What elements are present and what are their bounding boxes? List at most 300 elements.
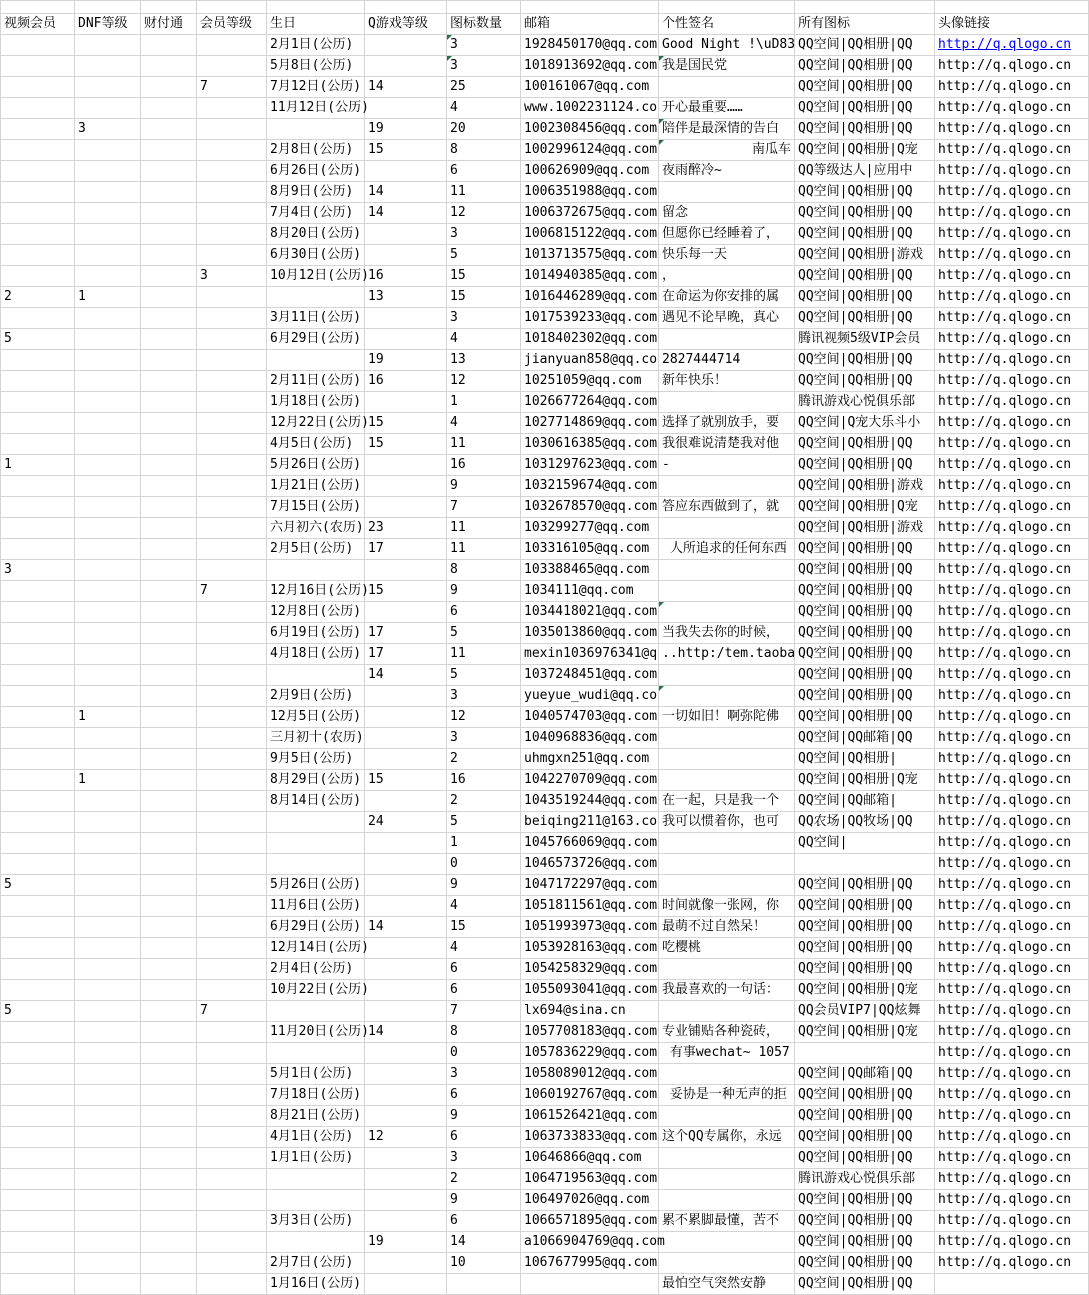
dnf-level-cell[interactable]	[75, 56, 141, 77]
birthday-cell[interactable]: 5月1日(公历)	[267, 1064, 365, 1085]
qgame-level-cell[interactable]	[365, 224, 447, 245]
email-cell[interactable]: a1066904769@qq.com	[521, 1232, 659, 1253]
qgame-level-cell[interactable]: 15	[365, 140, 447, 161]
tenpay-cell[interactable]	[141, 1190, 197, 1211]
qgame-level-cell[interactable]: 14	[365, 917, 447, 938]
signature-cell[interactable]: 在命运为你安排的属	[659, 287, 795, 308]
icon-count-cell[interactable]: 16	[447, 770, 521, 791]
avatar-link-cell[interactable]: http://q.qlogo.cn	[935, 350, 1089, 371]
icon-count-cell[interactable]: 9	[447, 476, 521, 497]
video-vip-cell[interactable]	[1, 119, 75, 140]
signature-cell[interactable]: 选择了就别放手，要	[659, 413, 795, 434]
icon-count-cell[interactable]: 11	[447, 539, 521, 560]
signature-cell[interactable]	[659, 476, 795, 497]
avatar-link-cell[interactable]	[935, 1274, 1089, 1295]
signature-cell[interactable]: 时间就像一张网，你	[659, 896, 795, 917]
column-header-vip-level[interactable]: 会员等级	[197, 14, 267, 35]
qgame-level-cell[interactable]	[365, 728, 447, 749]
all-icons-cell[interactable]: QQ空间|QQ相册|QQ	[795, 623, 935, 644]
video-vip-cell[interactable]	[1, 140, 75, 161]
dnf-level-cell[interactable]	[75, 476, 141, 497]
video-vip-cell[interactable]	[1, 1190, 75, 1211]
avatar-link-cell[interactable]: http://q.qlogo.cn	[935, 1001, 1089, 1022]
icon-count-cell[interactable]: 2	[447, 791, 521, 812]
avatar-link-cell[interactable]: http://q.qlogo.cn	[935, 560, 1089, 581]
vip-level-cell[interactable]	[197, 1211, 267, 1232]
video-vip-cell[interactable]	[1, 497, 75, 518]
qgame-level-cell[interactable]: 15	[365, 770, 447, 791]
tenpay-cell[interactable]	[141, 182, 197, 203]
vip-level-cell[interactable]	[197, 560, 267, 581]
tenpay-cell[interactable]	[141, 224, 197, 245]
qgame-level-cell[interactable]	[365, 308, 447, 329]
email-cell[interactable]: 1037248451@qq.com	[521, 665, 659, 686]
signature-cell[interactable]	[659, 833, 795, 854]
vip-level-cell[interactable]	[197, 1085, 267, 1106]
qgame-level-cell[interactable]	[365, 1253, 447, 1274]
dnf-level-cell[interactable]	[75, 329, 141, 350]
signature-cell[interactable]: 在一起，只是我一个	[659, 791, 795, 812]
dnf-level-cell[interactable]	[75, 266, 141, 287]
icon-count-cell[interactable]: 1	[447, 392, 521, 413]
vip-level-cell[interactable]	[197, 245, 267, 266]
tenpay-cell[interactable]	[141, 1022, 197, 1043]
email-cell[interactable]: 10251059@qq.com	[521, 371, 659, 392]
qgame-level-cell[interactable]	[365, 98, 447, 119]
video-vip-cell[interactable]	[1, 1064, 75, 1085]
tenpay-cell[interactable]	[141, 1106, 197, 1127]
video-vip-cell[interactable]	[1, 413, 75, 434]
icon-count-cell[interactable]: 11	[447, 434, 521, 455]
icon-count-cell[interactable]: 4	[447, 413, 521, 434]
all-icons-cell[interactable]: QQ农场|QQ牧场|QQ	[795, 812, 935, 833]
video-vip-cell[interactable]	[1, 1085, 75, 1106]
dnf-level-cell[interactable]	[75, 1253, 141, 1274]
email-cell[interactable]: 1006372675@qq.com	[521, 203, 659, 224]
signature-cell[interactable]: 我是国民党	[659, 56, 795, 77]
vip-level-cell[interactable]	[197, 1106, 267, 1127]
email-cell[interactable]: 1051993973@qq.com	[521, 917, 659, 938]
birthday-cell[interactable]	[267, 350, 365, 371]
dnf-level-cell[interactable]	[75, 1148, 141, 1169]
birthday-cell[interactable]: 11月12日(公历)	[267, 98, 365, 119]
avatar-link-cell[interactable]: http://q.qlogo.cn	[935, 644, 1089, 665]
all-icons-cell[interactable]: QQ空间|QQ相册|QQ	[795, 1148, 935, 1169]
empty-cell[interactable]	[197, 1, 267, 14]
all-icons-cell[interactable]: QQ空间|Q宠大乐斗小	[795, 413, 935, 434]
vip-level-cell[interactable]	[197, 791, 267, 812]
email-cell[interactable]: 106497026@qq.com	[521, 1190, 659, 1211]
tenpay-cell[interactable]	[141, 1064, 197, 1085]
tenpay-cell[interactable]	[141, 1274, 197, 1295]
dnf-level-cell[interactable]	[75, 1232, 141, 1253]
all-icons-cell[interactable]: QQ空间|QQ相册|QQ	[795, 203, 935, 224]
qgame-level-cell[interactable]: 14	[365, 77, 447, 98]
avatar-link-cell[interactable]: http://q.qlogo.cn	[935, 1148, 1089, 1169]
tenpay-cell[interactable]	[141, 161, 197, 182]
video-vip-cell[interactable]	[1, 770, 75, 791]
qgame-level-cell[interactable]: 16	[365, 266, 447, 287]
empty-cell[interactable]	[1, 1, 75, 14]
email-cell[interactable]: 100626909@qq.com	[521, 161, 659, 182]
dnf-level-cell[interactable]	[75, 560, 141, 581]
signature-cell[interactable]	[659, 1106, 795, 1127]
birthday-cell[interactable]: 6月26日(公历)	[267, 161, 365, 182]
signature-cell[interactable]	[659, 1064, 795, 1085]
all-icons-cell[interactable]: QQ空间|QQ相册|游戏	[795, 518, 935, 539]
email-cell[interactable]: 1047172297@qq.com	[521, 875, 659, 896]
birthday-cell[interactable]: 5月26日(公历)	[267, 455, 365, 476]
dnf-level-cell[interactable]	[75, 539, 141, 560]
birthday-cell[interactable]	[267, 1169, 365, 1190]
tenpay-cell[interactable]	[141, 476, 197, 497]
vip-level-cell[interactable]	[197, 1064, 267, 1085]
icon-count-cell[interactable]: 7	[447, 1001, 521, 1022]
column-header-qgame-level[interactable]: Q游戏等级	[365, 14, 447, 35]
email-cell[interactable]: 1006815122@qq.com	[521, 224, 659, 245]
email-cell[interactable]: uhmgxn251@qq.com	[521, 749, 659, 770]
icon-count-cell[interactable]: 5	[447, 245, 521, 266]
signature-cell[interactable]	[659, 749, 795, 770]
video-vip-cell[interactable]	[1, 35, 75, 56]
dnf-level-cell[interactable]	[75, 1064, 141, 1085]
qgame-level-cell[interactable]: 13	[365, 287, 447, 308]
avatar-link-cell[interactable]: http://q.qlogo.cn	[935, 896, 1089, 917]
qgame-level-cell[interactable]: 15	[365, 413, 447, 434]
tenpay-cell[interactable]	[141, 833, 197, 854]
vip-level-cell[interactable]	[197, 203, 267, 224]
signature-cell[interactable]: ，	[659, 266, 795, 287]
signature-cell[interactable]	[659, 1190, 795, 1211]
column-header-all-icons[interactable]: 所有图标	[795, 14, 935, 35]
icon-count-cell[interactable]: 3	[447, 728, 521, 749]
avatar-link-cell[interactable]: http://q.qlogo.cn	[935, 770, 1089, 791]
vip-level-cell[interactable]	[197, 707, 267, 728]
icon-count-cell[interactable]: 4	[447, 896, 521, 917]
qgame-level-cell[interactable]: 19	[365, 119, 447, 140]
all-icons-cell[interactable]: QQ空间|QQ相册|QQ	[795, 602, 935, 623]
avatar-link-cell[interactable]: http://q.qlogo.cn	[935, 812, 1089, 833]
vip-level-cell[interactable]	[197, 35, 267, 56]
avatar-link-cell[interactable]: http://q.qlogo.cn	[935, 203, 1089, 224]
tenpay-cell[interactable]	[141, 350, 197, 371]
avatar-link-cell[interactable]: http://q.qlogo.cn	[935, 371, 1089, 392]
qgame-level-cell[interactable]: 24	[365, 812, 447, 833]
dnf-level-cell[interactable]	[75, 959, 141, 980]
signature-cell[interactable]	[659, 854, 795, 875]
icon-count-cell[interactable]: 11	[447, 518, 521, 539]
tenpay-cell[interactable]	[141, 392, 197, 413]
icon-count-cell[interactable]: 6	[447, 602, 521, 623]
email-cell[interactable]: 1030616385@qq.com	[521, 434, 659, 455]
birthday-cell[interactable]: 8月29日(公历)	[267, 770, 365, 791]
video-vip-cell[interactable]	[1, 1211, 75, 1232]
dnf-level-cell[interactable]	[75, 1001, 141, 1022]
birthday-cell[interactable]: 6月30日(公历)	[267, 245, 365, 266]
all-icons-cell[interactable]: QQ空间|QQ相册|QQ	[795, 938, 935, 959]
video-vip-cell[interactable]	[1, 518, 75, 539]
birthday-cell[interactable]: 2月4日(公历)	[267, 959, 365, 980]
all-icons-cell[interactable]: QQ空间|QQ相册|QQ	[795, 539, 935, 560]
icon-count-cell[interactable]: 6	[447, 161, 521, 182]
vip-level-cell[interactable]	[197, 602, 267, 623]
all-icons-cell[interactable]: QQ空间|QQ相册|QQ	[795, 77, 935, 98]
dnf-level-cell[interactable]	[75, 791, 141, 812]
birthday-cell[interactable]: 11月20日(公历)	[267, 1022, 365, 1043]
email-cell[interactable]: 1032678570@qq.com	[521, 497, 659, 518]
birthday-cell[interactable]: 6月29日(公历)	[267, 329, 365, 350]
icon-count-cell[interactable]: 10	[447, 1253, 521, 1274]
birthday-cell[interactable]	[267, 1001, 365, 1022]
vip-level-cell[interactable]	[197, 224, 267, 245]
video-vip-cell[interactable]	[1, 1274, 75, 1295]
dnf-level-cell[interactable]	[75, 1085, 141, 1106]
dnf-level-cell[interactable]	[75, 1274, 141, 1295]
birthday-cell[interactable]: 6月29日(公历)	[267, 917, 365, 938]
email-cell[interactable]: 1026677264@qq.com	[521, 392, 659, 413]
qgame-level-cell[interactable]	[365, 707, 447, 728]
signature-cell[interactable]	[659, 665, 795, 686]
qgame-level-cell[interactable]	[365, 56, 447, 77]
icon-count-cell[interactable]: 25	[447, 77, 521, 98]
tenpay-cell[interactable]	[141, 35, 197, 56]
birthday-cell[interactable]: 11月6日(公历)	[267, 896, 365, 917]
all-icons-cell[interactable]: QQ空间|QQ相册|QQ	[795, 896, 935, 917]
icon-count-cell[interactable]: 1	[447, 833, 521, 854]
video-vip-cell[interactable]: 5	[1, 1001, 75, 1022]
signature-cell[interactable]: 南瓜车	[659, 140, 795, 161]
signature-cell[interactable]	[659, 77, 795, 98]
qgame-level-cell[interactable]	[365, 1001, 447, 1022]
birthday-cell[interactable]: 8月21日(公历)	[267, 1106, 365, 1127]
all-icons-cell[interactable]: QQ空间|QQ相册|QQ	[795, 1085, 935, 1106]
column-header-tenpay[interactable]: 财付通	[141, 14, 197, 35]
video-vip-cell[interactable]	[1, 1253, 75, 1274]
vip-level-cell[interactable]	[197, 56, 267, 77]
vip-level-cell[interactable]	[197, 1127, 267, 1148]
avatar-link-cell[interactable]: http://q.qlogo.cn	[935, 1211, 1089, 1232]
tenpay-cell[interactable]	[141, 896, 197, 917]
signature-cell[interactable]: ..http:/tem.taoba	[659, 644, 795, 665]
signature-cell[interactable]: 有事wechat~ 1057	[659, 1043, 795, 1064]
email-cell[interactable]: 1061526421@qq.com	[521, 1106, 659, 1127]
vip-level-cell[interactable]	[197, 455, 267, 476]
dnf-level-cell[interactable]	[75, 182, 141, 203]
avatar-link-cell[interactable]: http://q.qlogo.cn	[935, 1232, 1089, 1253]
dnf-level-cell[interactable]	[75, 245, 141, 266]
dnf-level-cell[interactable]	[75, 602, 141, 623]
avatar-link-cell[interactable]: http://q.qlogo.cn	[935, 1022, 1089, 1043]
qgame-level-cell[interactable]: 14	[365, 182, 447, 203]
video-vip-cell[interactable]	[1, 686, 75, 707]
all-icons-cell[interactable]: QQ空间|QQ相册|QQ	[795, 1274, 935, 1295]
avatar-link-cell[interactable]: http://q.qlogo.cn	[935, 455, 1089, 476]
icon-count-cell[interactable]: 8	[447, 560, 521, 581]
birthday-cell[interactable]: 10月12日(公历)	[267, 266, 365, 287]
qgame-level-cell[interactable]	[365, 1190, 447, 1211]
dnf-level-cell[interactable]	[75, 140, 141, 161]
icon-count-cell[interactable]: 5	[447, 665, 521, 686]
dnf-level-cell[interactable]	[75, 392, 141, 413]
video-vip-cell[interactable]	[1, 245, 75, 266]
vip-level-cell[interactable]: 7	[197, 1001, 267, 1022]
empty-cell[interactable]	[267, 1, 365, 14]
qgame-level-cell[interactable]: 17	[365, 644, 447, 665]
all-icons-cell[interactable]: QQ空间|QQ相册|QQ	[795, 560, 935, 581]
vip-level-cell[interactable]	[197, 644, 267, 665]
all-icons-cell[interactable]: QQ空间|QQ邮箱|QQ	[795, 1064, 935, 1085]
birthday-cell[interactable]	[267, 287, 365, 308]
video-vip-cell[interactable]	[1, 728, 75, 749]
email-cell[interactable]: 1018402302@qq.com	[521, 329, 659, 350]
video-vip-cell[interactable]	[1, 959, 75, 980]
qgame-level-cell[interactable]	[365, 476, 447, 497]
tenpay-cell[interactable]	[141, 371, 197, 392]
vip-level-cell[interactable]	[197, 665, 267, 686]
tenpay-cell[interactable]	[141, 854, 197, 875]
video-vip-cell[interactable]	[1, 1148, 75, 1169]
all-icons-cell[interactable]: QQ空间|QQ相册|Q宠	[795, 770, 935, 791]
signature-cell[interactable]: -	[659, 455, 795, 476]
email-cell[interactable]: 103299277@qq.com	[521, 518, 659, 539]
avatar-link-cell[interactable]: http://q.qlogo.cn	[935, 833, 1089, 854]
email-cell[interactable]: 1027714869@qq.com	[521, 413, 659, 434]
video-vip-cell[interactable]	[1, 602, 75, 623]
video-vip-cell[interactable]	[1, 749, 75, 770]
birthday-cell[interactable]: 1月21日(公历)	[267, 476, 365, 497]
icon-count-cell[interactable]	[447, 1274, 521, 1295]
qgame-level-cell[interactable]	[365, 833, 447, 854]
icon-count-cell[interactable]: 3	[447, 1064, 521, 1085]
vip-level-cell[interactable]	[197, 1232, 267, 1253]
signature-cell[interactable]: 夜雨醉冷~	[659, 161, 795, 182]
column-header-signature[interactable]: 个性签名	[659, 14, 795, 35]
signature-cell[interactable]: 最萌不过自然呆！	[659, 917, 795, 938]
signature-cell[interactable]: 我很难说清楚我对他	[659, 434, 795, 455]
dnf-level-cell[interactable]	[75, 455, 141, 476]
birthday-cell[interactable]: 2月1日(公历)	[267, 35, 365, 56]
vip-level-cell[interactable]	[197, 728, 267, 749]
email-cell[interactable]: 1031297623@qq.com	[521, 455, 659, 476]
signature-cell[interactable]: 快乐每一天	[659, 245, 795, 266]
signature-cell[interactable]: 累不累脚最懂，苦不	[659, 1211, 795, 1232]
dnf-level-cell[interactable]	[75, 854, 141, 875]
vip-level-cell[interactable]	[197, 1022, 267, 1043]
avatar-link[interactable]: http://q.qlogo.cn	[938, 37, 1072, 52]
video-vip-cell[interactable]: 3	[1, 560, 75, 581]
all-icons-cell[interactable]: QQ空间|QQ相册|QQ	[795, 287, 935, 308]
video-vip-cell[interactable]	[1, 707, 75, 728]
tenpay-cell[interactable]	[141, 434, 197, 455]
email-cell[interactable]: 1002996124@qq.com	[521, 140, 659, 161]
all-icons-cell[interactable]: QQ空间|QQ相册|QQ	[795, 266, 935, 287]
icon-count-cell[interactable]: 7	[447, 497, 521, 518]
tenpay-cell[interactable]	[141, 644, 197, 665]
birthday-cell[interactable]: 5月26日(公历)	[267, 875, 365, 896]
dnf-level-cell[interactable]	[75, 98, 141, 119]
all-icons-cell[interactable]: QQ空间|QQ相册|QQ	[795, 98, 935, 119]
column-header-icon-count[interactable]: 图标数量	[447, 14, 521, 35]
birthday-cell[interactable]: 10月22日(公历)	[267, 980, 365, 1001]
icon-count-cell[interactable]: 5	[447, 812, 521, 833]
signature-cell[interactable]: 新年快乐！	[659, 371, 795, 392]
icon-count-cell[interactable]: 3	[447, 56, 521, 77]
signature-cell[interactable]	[659, 560, 795, 581]
signature-cell[interactable]: 人所追求的任何东西	[659, 539, 795, 560]
dnf-level-cell[interactable]	[75, 371, 141, 392]
qgame-level-cell[interactable]	[365, 1085, 447, 1106]
video-vip-cell[interactable]	[1, 224, 75, 245]
signature-cell[interactable]: 但愿你已经睡着了，	[659, 224, 795, 245]
all-icons-cell[interactable]: QQ空间|QQ邮箱|QQ	[795, 728, 935, 749]
qgame-level-cell[interactable]: 17	[365, 539, 447, 560]
birthday-cell[interactable]: 3月3日(公历)	[267, 1211, 365, 1232]
birthday-cell[interactable]: 8月14日(公历)	[267, 791, 365, 812]
vip-level-cell[interactable]: 3	[197, 266, 267, 287]
vip-level-cell[interactable]	[197, 329, 267, 350]
vip-level-cell[interactable]	[197, 1148, 267, 1169]
tenpay-cell[interactable]	[141, 581, 197, 602]
signature-cell[interactable]	[659, 686, 795, 707]
dnf-level-cell[interactable]	[75, 581, 141, 602]
dnf-level-cell[interactable]	[75, 497, 141, 518]
avatar-link-cell[interactable]: http://q.qlogo.cn	[935, 854, 1089, 875]
email-cell[interactable]: 1055093041@qq.com	[521, 980, 659, 1001]
qgame-level-cell[interactable]	[365, 686, 447, 707]
all-icons-cell[interactable]: QQ空间|QQ相册|QQ	[795, 182, 935, 203]
email-cell[interactable]: www.1002231124.co	[521, 98, 659, 119]
email-cell[interactable]	[521, 1274, 659, 1295]
email-cell[interactable]: 1042270709@qq.com	[521, 770, 659, 791]
qgame-level-cell[interactable]	[365, 854, 447, 875]
empty-cell[interactable]	[935, 1, 1089, 14]
birthday-cell[interactable]: 六月初六(农历)	[267, 518, 365, 539]
all-icons-cell[interactable]	[795, 854, 935, 875]
qgame-level-cell[interactable]	[365, 1148, 447, 1169]
empty-cell[interactable]	[447, 1, 521, 14]
qgame-level-cell[interactable]: 15	[365, 581, 447, 602]
video-vip-cell[interactable]	[1, 644, 75, 665]
vip-level-cell[interactable]	[197, 980, 267, 1001]
all-icons-cell[interactable]: QQ空间|QQ相册|游戏	[795, 476, 935, 497]
birthday-cell[interactable]: 3月11日(公历)	[267, 308, 365, 329]
dnf-level-cell[interactable]	[75, 749, 141, 770]
vip-level-cell[interactable]: 7	[197, 77, 267, 98]
dnf-level-cell[interactable]	[75, 1106, 141, 1127]
avatar-link-cell[interactable]: http://q.qlogo.cn	[935, 77, 1089, 98]
tenpay-cell[interactable]	[141, 959, 197, 980]
all-icons-cell[interactable]: QQ空间|QQ相册|QQ	[795, 56, 935, 77]
qgame-level-cell[interactable]	[365, 1043, 447, 1064]
tenpay-cell[interactable]	[141, 812, 197, 833]
birthday-cell[interactable]: 1月18日(公历)	[267, 392, 365, 413]
dnf-level-cell[interactable]	[75, 35, 141, 56]
dnf-level-cell[interactable]	[75, 875, 141, 896]
dnf-level-cell[interactable]	[75, 434, 141, 455]
video-vip-cell[interactable]	[1, 938, 75, 959]
birthday-cell[interactable]: 7月4日(公历)	[267, 203, 365, 224]
avatar-link-cell[interactable]: http://q.qlogo.cn	[935, 182, 1089, 203]
avatar-link-cell[interactable]: http://q.qlogo.cn	[935, 707, 1089, 728]
signature-cell[interactable]: 吃樱桃	[659, 938, 795, 959]
dnf-level-cell[interactable]	[75, 728, 141, 749]
email-cell[interactable]: 100161067@qq.com	[521, 77, 659, 98]
email-cell[interactable]: 1006351988@qq.com	[521, 182, 659, 203]
birthday-cell[interactable]: 7月12日(公历)	[267, 77, 365, 98]
video-vip-cell[interactable]	[1, 623, 75, 644]
avatar-link-cell[interactable]: http://q.qlogo.cn	[935, 266, 1089, 287]
all-icons-cell[interactable]: QQ空间|QQ相册|	[795, 749, 935, 770]
